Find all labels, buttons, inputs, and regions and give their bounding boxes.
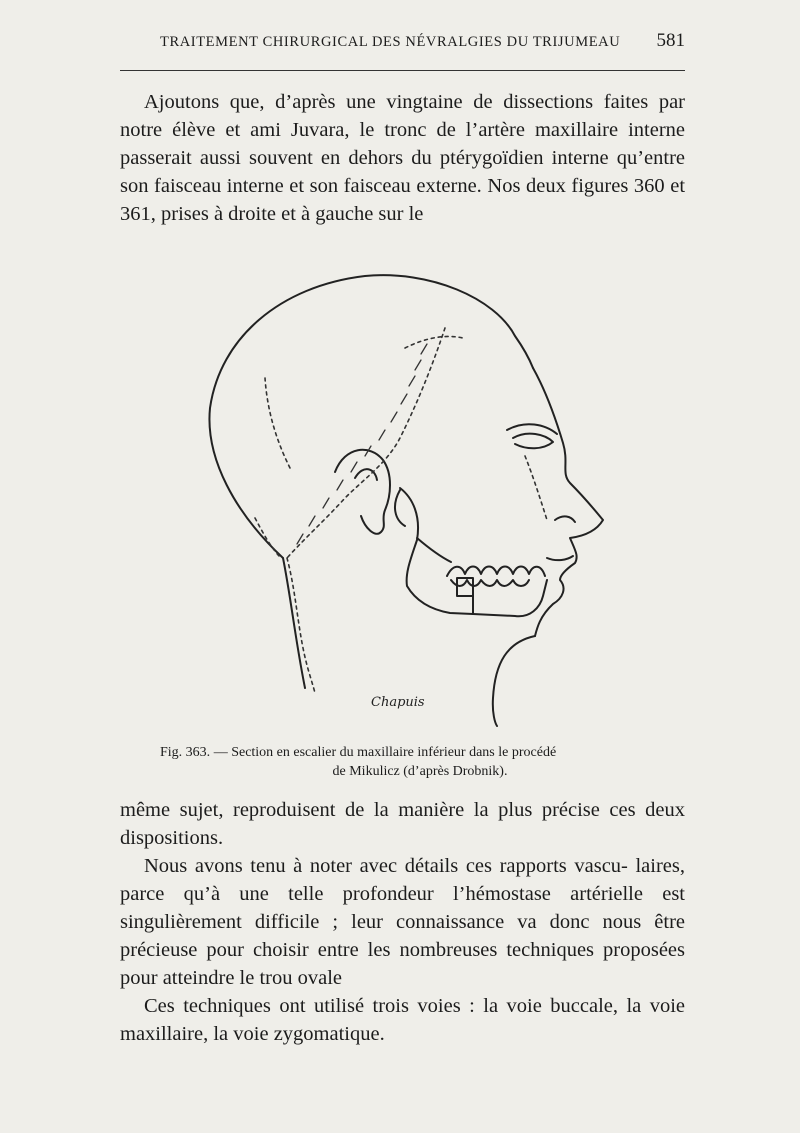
running-title: TRAITEMENT CHIRURGICAL DES NÉVRALGIES DU TRIJUMEAU: [160, 34, 621, 50]
caption-text-1: — Section en escalier du maxillaire inférieur dans le procédé: [213, 745, 557, 760]
text-line: proposées pour atteindre le trou ovale: [120, 939, 686, 989]
artist-signature: Chapuis: [371, 695, 425, 710]
page-number: 581: [656, 30, 685, 51]
paragraph-1: [120, 796, 685, 852]
figure-label: Fig. 363.: [160, 745, 211, 760]
text-line: deux dispositions.: [120, 799, 686, 849]
top-paragraph: [120, 88, 685, 228]
text-line: Nos deux figures 360 et 361, prises à droite et à gauche sur le: [120, 175, 686, 225]
running-header: [120, 30, 685, 58]
bottom-text: [120, 796, 685, 1048]
header-rule: [120, 70, 685, 71]
paragraph-2: [120, 852, 685, 992]
paragraph-3: [120, 992, 685, 1048]
figure-head-section: [195, 258, 625, 728]
text-line: laires, parce qu’à une telle profondeur l’hémostase artérielle est: [120, 855, 685, 905]
text-line: même sujet, reproduisent de la manière la plus précise ces: [120, 799, 636, 821]
text-line: interne qu’entre son faisceau interne et son faisceau externe.: [120, 147, 685, 197]
text-line: Ajoutons que, d’après une vingtaine de dissections faites: [144, 91, 649, 113]
text-line: par notre élève et ami Juvara, le tronc de l’artère maxillaire: [120, 91, 685, 141]
text-line: Ces techniques ont utilisé trois voies : la voie buccale, la: [144, 995, 642, 1017]
text-line: singulièrement difficile ; leur connaissance va donc nous: [120, 911, 642, 933]
text-line: être précieuse pour choisir entre les nombreuses techniques: [120, 911, 686, 961]
head-profile-illustration: [195, 258, 625, 728]
caption-line-2: de Mikulicz (d’après Drobnik).: [332, 764, 508, 779]
figure-caption: [160, 743, 680, 781]
text-line: Nous avons tenu à noter avec détails ces rapports vascu-: [144, 855, 628, 877]
caption-line-1: [160, 743, 680, 762]
text-line: voie maxillaire, la voie zygomatique.: [120, 995, 685, 1045]
text-line: interne passerait aussi souvent en dehors du ptérygoïdien: [120, 119, 686, 169]
